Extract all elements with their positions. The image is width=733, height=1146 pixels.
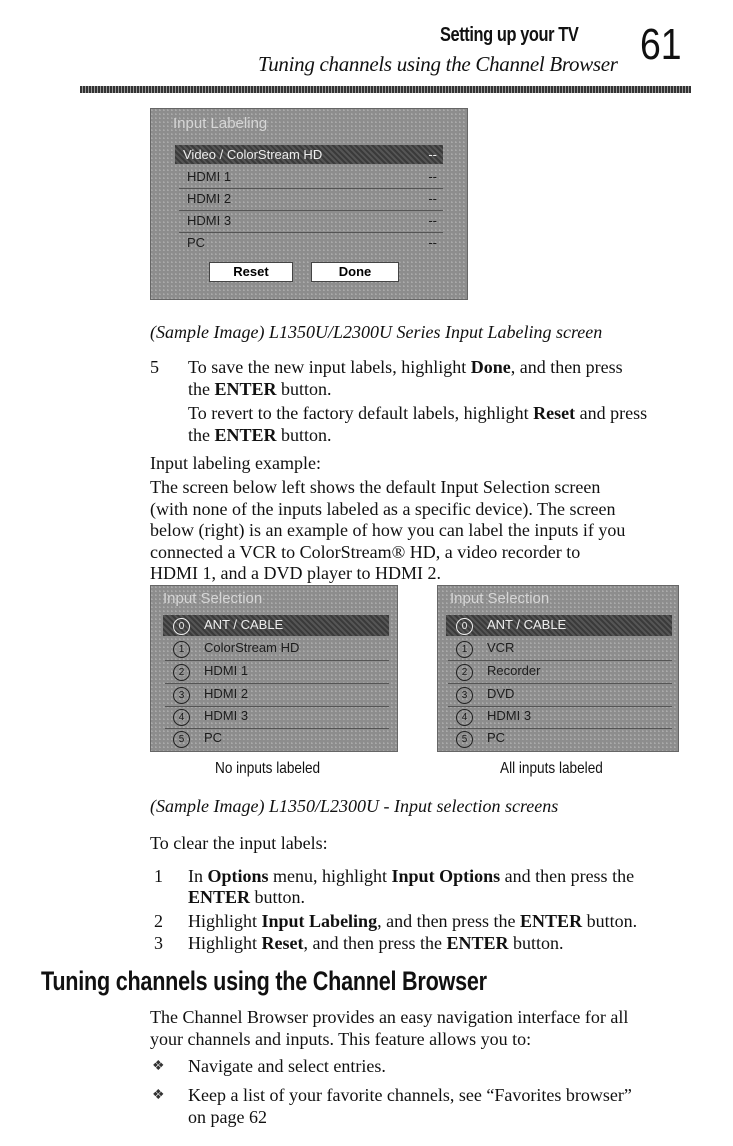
text-run: Highlight xyxy=(188,933,262,953)
selection-item-label: HDMI 2 xyxy=(204,686,249,701)
selection-item-label: HDMI 3 xyxy=(204,708,249,723)
labeling-row-name: Video / ColorStream HD xyxy=(183,147,323,162)
labeling-row-name: HDMI 3 xyxy=(187,213,232,228)
labeling-row-value: -- xyxy=(428,147,437,162)
selection-item-label: Recorder xyxy=(487,663,541,678)
bold-run: Reset xyxy=(533,403,576,423)
bullet-item: Navigate and select entries. xyxy=(188,1056,386,1076)
number-badge: 5 xyxy=(173,731,190,748)
selection-item xyxy=(173,730,222,748)
selection-item xyxy=(456,640,514,658)
number-badge: 5 xyxy=(456,731,473,748)
number-badge: 3 xyxy=(456,687,473,704)
labeling-row xyxy=(179,233,443,255)
labeling-row xyxy=(179,189,443,211)
text-run: button. xyxy=(250,887,306,907)
number-badge: 0 xyxy=(173,618,190,635)
bullet-icon: ❖ xyxy=(152,1059,165,1074)
text-run: , and then press the xyxy=(377,911,521,931)
text-run: and press xyxy=(575,403,648,423)
text-run: menu, highlight xyxy=(268,866,392,886)
clear-step-3 xyxy=(188,932,564,954)
caption-all-inputs-labeled: All inputs labeled xyxy=(500,760,603,777)
text-run: , and then press xyxy=(510,357,623,377)
number-badge: 4 xyxy=(456,709,473,726)
row-divider xyxy=(448,660,672,661)
number-badge: 4 xyxy=(173,709,190,726)
selection-item xyxy=(173,663,248,681)
example-line: The screen below left shows the default Input Selection screen xyxy=(150,477,601,497)
text-run: , and then press the xyxy=(303,933,447,953)
selection-item xyxy=(456,686,514,704)
input-selection-screen-left xyxy=(150,585,398,752)
selection-item-label: ColorStream HD xyxy=(204,640,300,655)
selection-item xyxy=(173,640,299,658)
section-body-line: your channels and inputs. This feature allows you to: xyxy=(150,1029,532,1049)
bold-run: Reset xyxy=(261,933,304,953)
text-run: In xyxy=(188,866,208,886)
selection-item-highlighted xyxy=(446,615,672,636)
step5-line-3 xyxy=(188,402,647,424)
selection-item xyxy=(173,686,248,704)
example-line: (with none of the inputs labeled as a specific device). The screen xyxy=(150,499,616,519)
labeling-row-name: PC xyxy=(187,235,206,250)
step-number: 5 xyxy=(150,357,159,377)
clear-step-1-line-2 xyxy=(188,886,305,908)
step5-line-4 xyxy=(188,424,332,446)
caption-labeling-screen: (Sample Image) L1350U/L2300U Series Input Labeling screen xyxy=(150,322,603,342)
row-divider xyxy=(448,728,672,729)
row-divider xyxy=(165,683,389,684)
example-line: connected a VCR to ColorStream® HD, a video recorder to xyxy=(150,542,581,562)
bullet-item-continuation: on page 62 xyxy=(188,1107,267,1127)
text-run: the xyxy=(188,379,215,399)
step-number: 1 xyxy=(154,866,163,886)
text-run: To save the new input labels, highlight xyxy=(188,357,471,377)
labeling-row-name: HDMI 1 xyxy=(187,169,232,184)
selection-item-label: VCR xyxy=(487,640,515,655)
bold-run: Input Options xyxy=(391,866,501,886)
selection-item xyxy=(456,708,531,726)
caption-selection-screens: (Sample Image) L1350/L2300U - Input selection screens xyxy=(150,796,559,816)
selection-item-label: PC xyxy=(487,730,506,745)
text-run: and then press the xyxy=(500,866,635,886)
header-rule xyxy=(80,86,691,93)
selection-item-label: PC xyxy=(204,730,223,745)
labeling-row-value: -- xyxy=(428,191,437,206)
input-labeling-title: Input Labeling xyxy=(173,115,268,132)
bold-run: Input Labeling xyxy=(261,911,378,931)
text-run: button. xyxy=(582,911,638,931)
selection-item-label: ANT / CABLE xyxy=(487,617,567,632)
input-selection-title: Input Selection xyxy=(450,590,550,607)
text-run: button. xyxy=(276,379,332,399)
input-selection-title: Input Selection xyxy=(163,590,263,607)
number-badge: 2 xyxy=(456,664,473,681)
bold-run: ENTER xyxy=(214,425,277,445)
step5-line-2 xyxy=(188,378,332,400)
selection-item-label: ANT / CABLE xyxy=(204,617,284,632)
bold-run: Done xyxy=(470,357,511,377)
clear-intro: To clear the input labels: xyxy=(150,833,328,853)
row-divider xyxy=(165,660,389,661)
labeling-row-value: -- xyxy=(428,235,437,250)
selection-item xyxy=(456,730,505,748)
done-button: Done xyxy=(311,262,399,282)
labeling-row-value: -- xyxy=(428,169,437,184)
selection-item xyxy=(456,663,540,681)
labeling-row-highlighted xyxy=(175,145,443,164)
step-number: 2 xyxy=(154,911,163,931)
step-number: 3 xyxy=(154,933,163,953)
bold-run: ENTER xyxy=(188,887,251,907)
selection-item-label: HDMI 1 xyxy=(204,663,249,678)
input-labeling-screen xyxy=(150,108,468,300)
example-line: HDMI 1, and a DVD player to HDMI 2. xyxy=(150,563,441,583)
row-divider xyxy=(165,728,389,729)
number-badge: 3 xyxy=(173,687,190,704)
bold-run: ENTER xyxy=(520,911,583,931)
clear-step-1-line-1 xyxy=(188,865,634,887)
labeling-row-name: HDMI 2 xyxy=(187,191,232,206)
input-selection-screen-right xyxy=(437,585,679,752)
bold-run: ENTER xyxy=(214,379,277,399)
selection-item-label: DVD xyxy=(487,686,515,701)
header-topic: Tuning channels using the Channel Browser xyxy=(258,52,618,76)
bold-run: ENTER xyxy=(446,933,509,953)
number-badge: 2 xyxy=(173,664,190,681)
bold-run: Options xyxy=(207,866,269,886)
text-run: button. xyxy=(508,933,564,953)
number-badge: 0 xyxy=(456,618,473,635)
selection-item-label: HDMI 3 xyxy=(487,708,532,723)
example-line: below (right) is an example of how you can label the inputs if you xyxy=(150,520,626,540)
page-number: 61 xyxy=(640,20,682,69)
reset-button: Reset xyxy=(209,262,293,282)
text-run: To revert to the factory default labels, highlight xyxy=(188,403,534,423)
text-run: Highlight xyxy=(188,911,262,931)
row-divider xyxy=(165,706,389,707)
labeling-row xyxy=(179,211,443,233)
clear-step-2 xyxy=(188,910,637,932)
example-label: Input labeling example: xyxy=(150,453,321,473)
section-heading: Tuning channels using the Channel Browser xyxy=(41,966,487,996)
selection-item xyxy=(173,617,283,635)
bullet-icon: ❖ xyxy=(152,1088,165,1103)
text-run: button. xyxy=(276,425,332,445)
row-divider xyxy=(448,706,672,707)
header-section-title: Setting up your TV xyxy=(440,24,579,46)
selection-item-highlighted xyxy=(163,615,389,636)
number-badge: 1 xyxy=(173,641,190,658)
bullet-item: Keep a list of your favorite channels, see “Favorites browser” xyxy=(188,1085,632,1105)
section-body-line: The Channel Browser provides an easy navigation interface for all xyxy=(150,1007,629,1027)
text-run: the xyxy=(188,425,215,445)
labeling-row-value: -- xyxy=(428,213,437,228)
selection-item xyxy=(173,708,248,726)
labeling-row xyxy=(179,167,443,189)
row-divider xyxy=(448,683,672,684)
number-badge: 1 xyxy=(456,641,473,658)
selection-item xyxy=(456,617,566,635)
caption-no-inputs-labeled: No inputs labeled xyxy=(215,760,321,777)
step5-line-1 xyxy=(188,356,623,378)
